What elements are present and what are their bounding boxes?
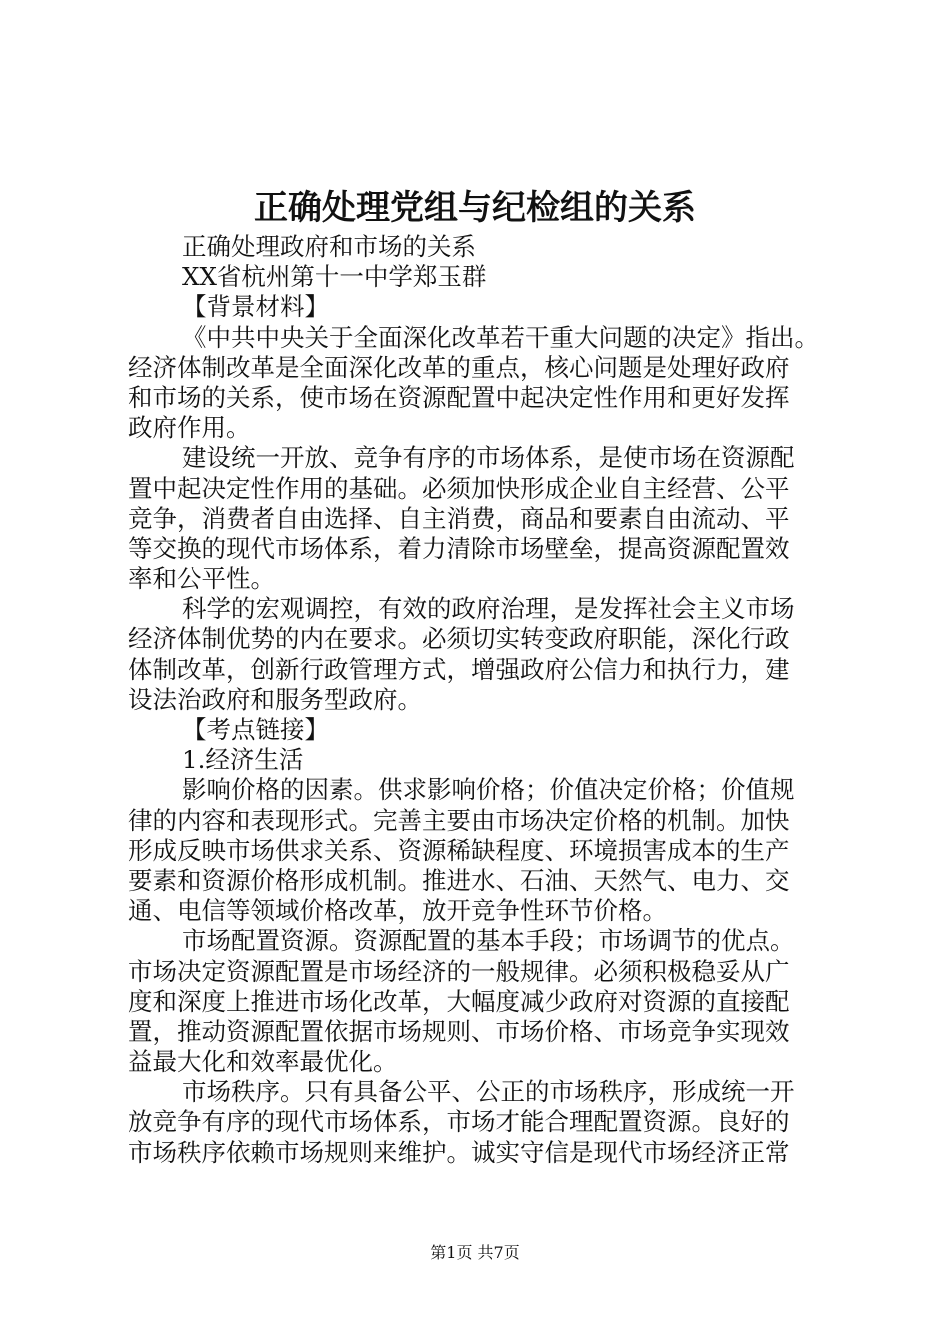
paragraph-line: 建设统一开放、竞争有序的市场体系，是使市场在资源配 [182, 443, 795, 473]
paragraph-line: 要素和资源价格形成机制。推进水、石油、天然气、电力、交 [128, 865, 790, 895]
author-line: XX省杭州第十一中学郑玉群 [182, 262, 487, 292]
paragraph-line: 益最大化和效率最优化。 [128, 1047, 398, 1077]
paragraph-line: 置，推动资源配置依据市场规则、市场价格、市场竞争实现效 [128, 1016, 790, 1046]
paragraph-line: 经济体制改革是全面深化改革的重点，核心问题是处理好政府 [128, 352, 790, 382]
paragraph-line: 竞争，消费者自由选择、自主消费，商品和要素自由流动、平 [128, 503, 790, 533]
paragraph-line: 市场秩序。只有具备公平、公正的市场秩序，形成统一开 [182, 1077, 795, 1107]
paragraph-line: 设法治政府和服务型政府。 [128, 684, 422, 714]
paragraph-line: 《中共中央关于全面深化改革若干重大问题的决定》指出。 [182, 322, 819, 352]
section-heading: 【考点链接】 [182, 715, 329, 744]
paragraph-line: 影响价格的因素。供求影响价格；价值决定价格；价值规 [182, 775, 795, 805]
subtitle-line: 正确处理政府和市场的关系 [182, 232, 476, 261]
paragraph-line: 科学的宏观调控，有效的政府治理，是发挥社会主义市场 [182, 594, 795, 624]
section-heading: 【背景材料】 [182, 292, 329, 322]
paragraph-line: 通、电信等领域价格改革，放开竞争性环节价格。 [128, 896, 667, 926]
page-number-footer: 第1页 共7页 [430, 1243, 520, 1262]
paragraph-line: 市场秩序依赖市场规则来维护。诚实守信是现代市场经济正常 [128, 1137, 790, 1167]
paragraph-line: 形成反映市场供求关系、资源稀缺程度、环境损害成本的生产 [128, 835, 790, 865]
paragraph-line: 市场决定资源配置是市场经济的一般规律。必须积极稳妥从广 [128, 956, 790, 986]
document-body [128, 232, 838, 1168]
paragraph-line: 等交换的现代市场体系，着力清除市场壁垒，提高资源配置效 [128, 533, 790, 563]
paragraph-line: 放竞争有序的现代市场体系，市场才能合理配置资源。良好的 [128, 1107, 790, 1137]
paragraph-line: 体制改革，创新行政管理方式，增强政府公信力和执行力，建 [128, 654, 790, 684]
paragraph-line: 经济体制优势的内在要求。必须切实转变政府职能，深化行政 [128, 624, 790, 654]
paragraph-line: 度和深度上推进市场化改革，大幅度减少政府对资源的直接配 [128, 986, 790, 1016]
paragraph-line: 和市场的关系，使市场在资源配置中起决定性作用和更好发挥 [128, 382, 790, 412]
document-title: 正确处理党组与纪检组的关系 [254, 188, 696, 228]
paragraph-line: 市场配置资源。资源配置的基本手段；市场调节的优点。 [182, 926, 795, 956]
paragraph-line: 置中起决定性作用的基础。必须加快形成企业自主经营、公平 [128, 473, 790, 503]
paragraph-line: 律的内容和表现形式。完善主要由市场决定价格的机制。加快 [128, 805, 790, 835]
paragraph-line: 政府作用。 [128, 413, 251, 443]
paragraph-line: 率和公平性。 [128, 564, 275, 594]
subsection-heading: 1.经济生活 [182, 745, 304, 775]
